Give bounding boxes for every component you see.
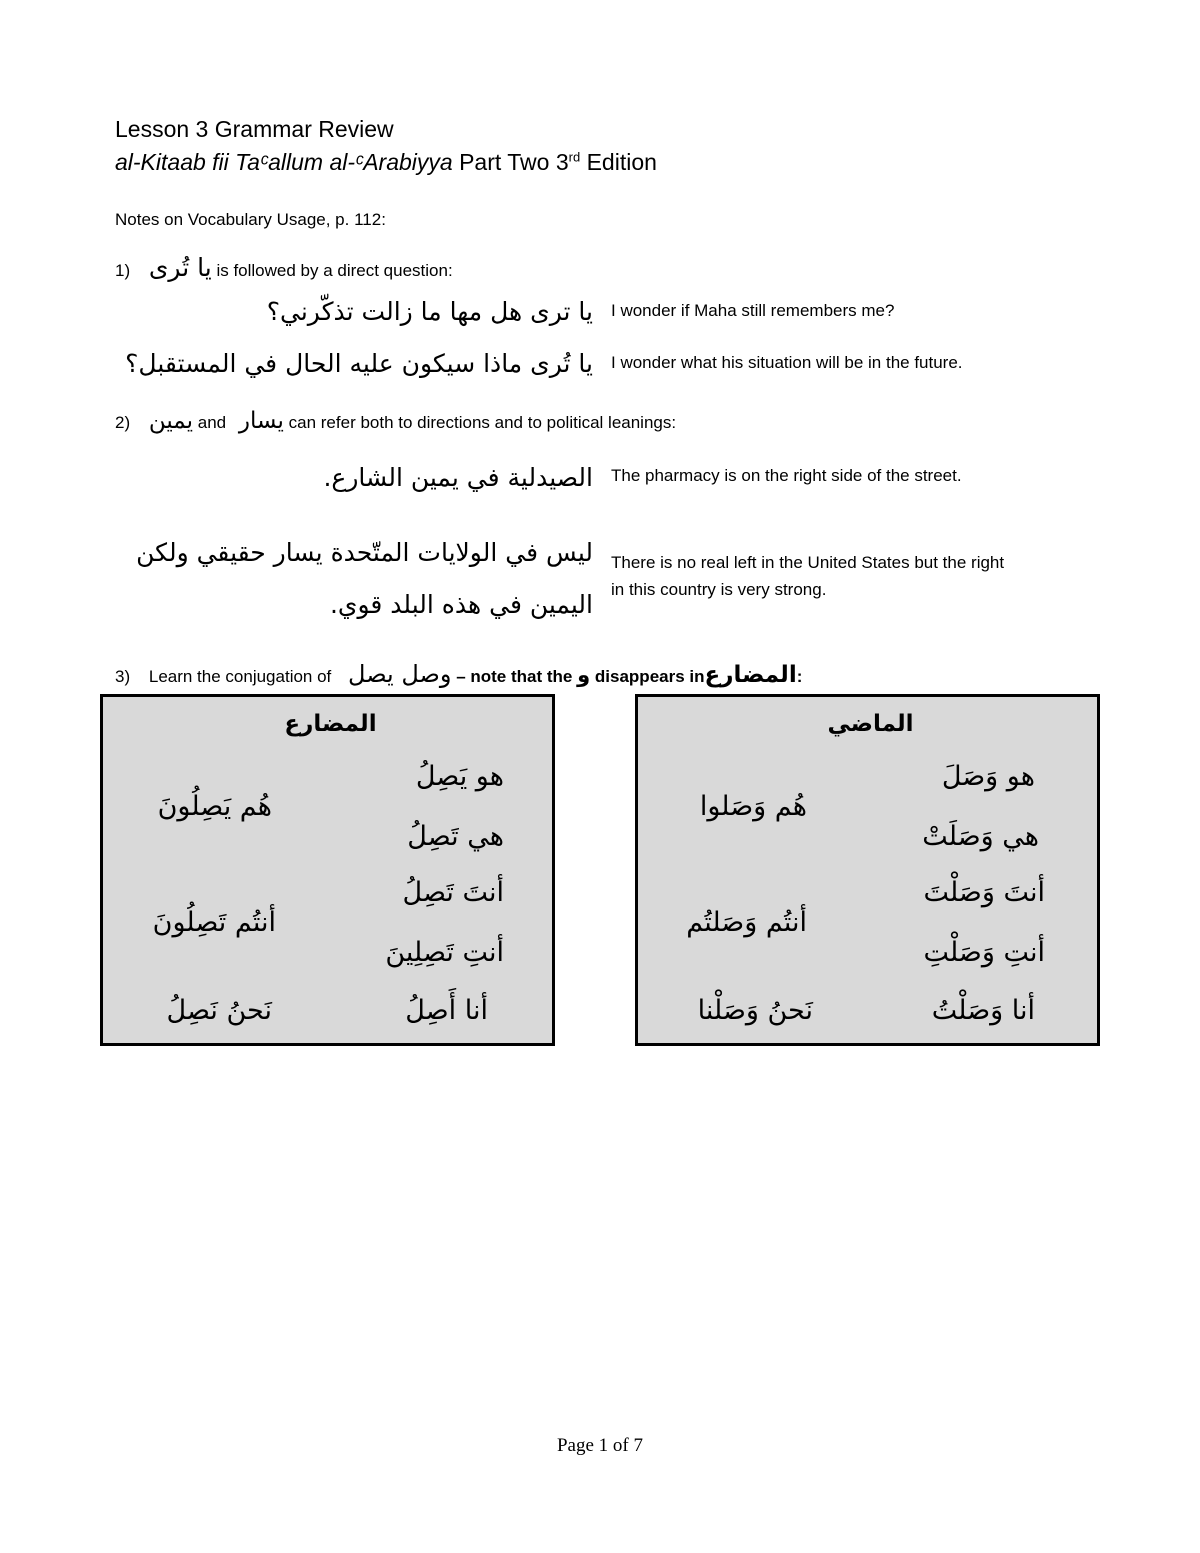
item1-arabic: يا تُرى	[148, 253, 212, 282]
item1-line	[115, 253, 453, 282]
book-title-italic: al-Kitaab fii Taᶜallum al-ᶜArabiyya	[115, 149, 453, 175]
example4-arabic-line1: ليس في الولايات المتّحدة يسار حقيقي ولكن	[136, 538, 593, 567]
example3-english: The pharmacy is on the right side of the street.	[611, 466, 962, 485]
mudari-conjugation-table	[100, 694, 555, 1046]
madi-antum: أنتُم وَصَلتُم	[686, 907, 807, 938]
madi-hum: هُم وَصَلوا	[699, 791, 807, 822]
mudari-ana: أنا أَصِلُ	[405, 995, 488, 1026]
page-title: Lesson 3 Grammar Review	[115, 116, 394, 142]
notes-heading: Notes on Vocabulary Usage, p. 112:	[115, 210, 386, 229]
mudari-hiya: هي تَصِلُ	[407, 821, 504, 852]
example4-english-line2: in this country is very strong.	[611, 580, 827, 599]
example4-english-line1: There is no real left in the United States but the right	[611, 553, 1005, 572]
item3-text-start: Learn the conjugation of	[148, 667, 332, 686]
edition-ordinal: rd	[568, 149, 581, 165]
book-edition: Edition	[586, 149, 657, 175]
example4-arabic-line2: اليمين في هذه البلد قوي.	[329, 590, 593, 619]
madi-nahnu: نَحنُ وَصَلْنا	[697, 995, 813, 1026]
item2-and: and	[197, 413, 227, 432]
item2-arabic-left: يسار	[238, 408, 284, 434]
item2-text: can refer both to directions and to political leanings:	[288, 413, 677, 432]
example2-arabic: يا تُرى ماذا سيكون عليه الحال في المستقبل؟	[125, 349, 593, 378]
example2-english: I wonder what his situation will be in the future.	[611, 353, 963, 372]
item2-line	[115, 408, 676, 434]
mudari-anta: أنتَ تَصِلُ	[402, 877, 504, 908]
example1-arabic: يا ترى هل مها ما زالت تذكّرني؟	[266, 297, 593, 326]
item3-line	[115, 660, 802, 688]
item3-waw-arabic: و	[577, 663, 591, 687]
item3-colon: :	[796, 667, 803, 686]
mudari-huwa: هو يَصِلُ	[415, 761, 504, 792]
item3-mudari-arabic: المضارع	[704, 662, 797, 688]
mudari-heading: المضارع	[284, 711, 377, 737]
item1-text: is followed by a direct question:	[216, 261, 453, 280]
madi-heading: الماضي	[827, 711, 914, 737]
mudari-hum: هُم يَصِلُونَ	[157, 791, 272, 822]
book-part: Part Two 3	[459, 149, 569, 175]
page-number: Page 1 of 7	[556, 1435, 643, 1456]
mudari-antum: أنتُم تَصِلُونَ	[152, 907, 276, 938]
item3-number: 3)	[115, 667, 131, 686]
madi-conjugation-table	[635, 694, 1100, 1046]
item3-text-end: disappears in	[594, 667, 705, 686]
book-subtitle	[115, 149, 657, 176]
example1-english: I wonder if Maha still remembers me?	[611, 301, 895, 320]
example3-arabic: الصيدلية في يمين الشارع.	[323, 463, 593, 492]
madi-anta: أنتَ وَصَلْتَ	[923, 877, 1045, 908]
item3-text-middle: – note that the	[456, 667, 573, 686]
item2-arabic-right: يمين	[148, 408, 194, 434]
item1-number: 1)	[115, 261, 131, 280]
madi-huwa: هو وَصَلَ	[941, 761, 1035, 792]
madi-ana: أنا وَصَلْتُ	[931, 995, 1035, 1026]
madi-hiya: هي وَصَلَتْ	[922, 821, 1039, 852]
item2-number: 2)	[115, 413, 131, 432]
mudari-anti: أنتِ تَصِلِينَ	[385, 937, 504, 968]
mudari-nahnu: نَحنُ نَصِلُ	[166, 995, 272, 1026]
item3-verb-arabic: وصل يصل	[348, 660, 452, 688]
madi-anti: أنتِ وَصَلْتِ	[923, 937, 1045, 968]
